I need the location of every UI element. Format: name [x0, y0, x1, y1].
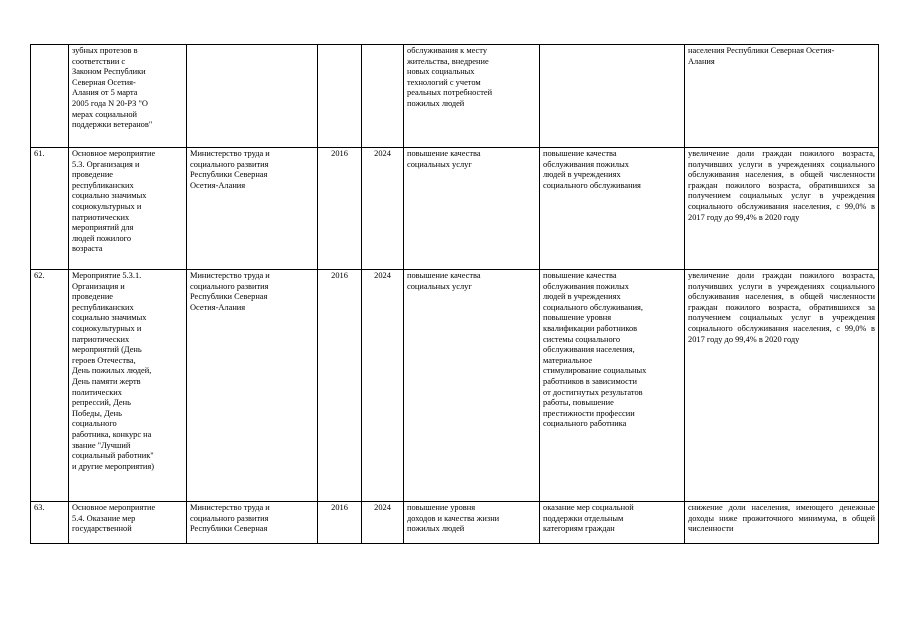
table-row: [31, 45, 879, 148]
executor-cell: Министерство труда и социального развития Республики Северная Осетия-Алания: [187, 148, 318, 270]
executor-cell: [187, 45, 318, 148]
row-number: [31, 45, 69, 148]
result-cell: повышение качества социальных услуг: [404, 148, 540, 270]
row-number: 61.: [31, 148, 69, 270]
executor-cell: Министерство труда и социального развития Республики Северная: [187, 502, 318, 544]
start-year-cell: 2016: [318, 148, 362, 270]
program-table: [30, 44, 879, 544]
result-cell: повышение уровня доходов и качества жизни пожилых людей: [404, 502, 540, 544]
end-year-cell: 2024: [362, 502, 404, 544]
consequence-cell: оказание мер социальной поддержки отдельным категориям граждан: [540, 502, 685, 544]
executor-cell: Министерство труда и социального развития Республики Северная Осетия-Алания: [187, 270, 318, 502]
event-cell: Основное мероприятие 5.3. Организация и проведение республиканских социально значимых социокультурных и патриотических мероприятий для людей пожилого возраста: [69, 148, 187, 270]
event-cell: зубных протезов в соответствии с Законом Республики Северная Осетия- Алания от 5 марта 2005 года N 20-РЗ "О мерах социальной поддержки ветеранов": [69, 45, 187, 148]
table-row: [31, 148, 879, 270]
consequence-cell: повышение качества обслуживания пожилых людей в учреждениях социального обслуживания, повышение уровня квалификации работников системы социального обслуживания населения, материальное стимулирование социальных работников в зависимости от достигнутых результатов работы, повышение престижности профессии социального работника: [540, 270, 685, 502]
row-number: 62.: [31, 270, 69, 502]
row-number: 63.: [31, 502, 69, 544]
indicator-cell: увеличение доли граждан пожилого возраста, получивших услуги в учреждениях социального обслуживания населения, в общей численности граждан пожилого возраста, обратившихся за получением социальных услуг в учреждения социального обслуживания населения, с 99,0% в 2017 году до 99,4% в 2020 году: [685, 148, 879, 270]
indicator-cell: снижение доли населения, имеющего денежные доходы ниже прожиточного минимума, в общей численности: [685, 502, 879, 544]
table-row: [31, 502, 879, 544]
end-year-cell: [362, 45, 404, 148]
start-year-cell: [318, 45, 362, 148]
indicator-cell: населения Республики Северная Осетия- Алания: [685, 45, 879, 148]
consequence-cell: [540, 45, 685, 148]
start-year-cell: 2016: [318, 270, 362, 502]
indicator-cell: увеличение доли граждан пожилого возраста, получивших услуги в учреждениях социального обслуживания населения, в общей численности граждан пожилого возраста, обратившихся за получением социальных услуг в учреждения социального обслуживания населения, с 99,0% в 2017 году до 99,4% в 2020 году: [685, 270, 879, 502]
result-cell: обслуживания к месту жительства, внедрение новых социальных технологий с учетом реальных потребностей пожилых людей: [404, 45, 540, 148]
result-cell: повышение качества социальных услуг: [404, 270, 540, 502]
event-cell: Основное мероприятие 5.4. Оказание мер государственной: [69, 502, 187, 544]
consequence-cell: повышение качества обслуживания пожилых людей в учреждениях социального обслуживания: [540, 148, 685, 270]
start-year-cell: 2016: [318, 502, 362, 544]
end-year-cell: 2024: [362, 148, 404, 270]
end-year-cell: 2024: [362, 270, 404, 502]
event-cell: Мероприятие 5.3.1. Организация и проведение республиканских социально значимых социокультурных и патриотических мероприятий (День героев Отечества, День пожилых людей, День памяти жертв политических репрессий, День Победы, День социального работника, конкурс на звание "Лучший социальный работник" и другие мероприятия): [69, 270, 187, 502]
table-row: [31, 270, 879, 502]
